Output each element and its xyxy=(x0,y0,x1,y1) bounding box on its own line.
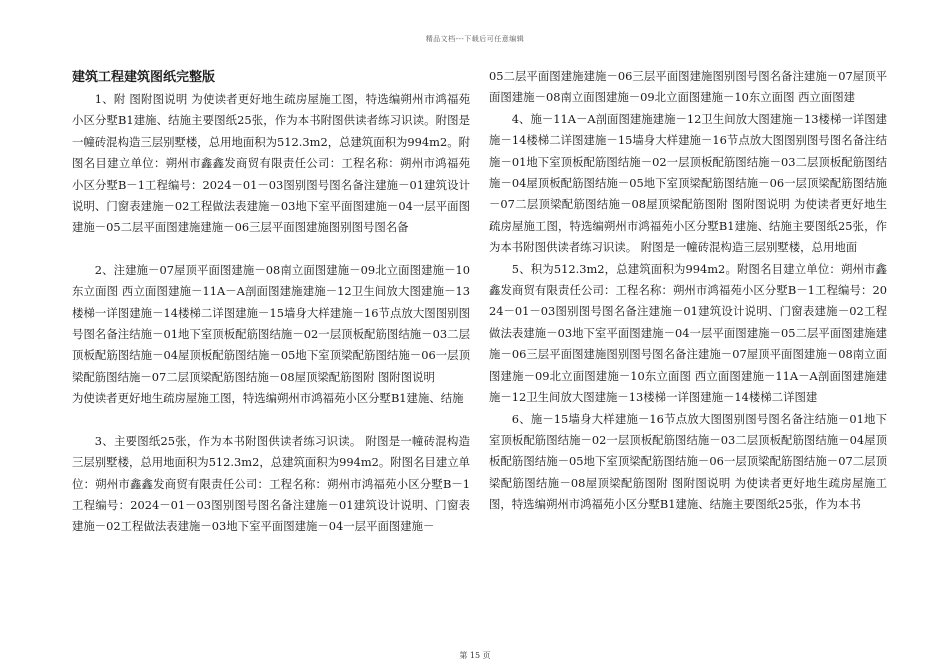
page-number: 第 15 页 xyxy=(459,651,491,660)
paragraph-1: 1、附 图附图说明 为使读者更好地生疏房屋施工图，特选编朔州市鸿福苑小区分墅B1建施、结施主要图纸25张，作为本书附图供读者练习识读。附图是一幢砖混构造三层别墅楼，总用地面积为512.3m2，总建筑面积为994m2。附图名目建立单位：朔州市鑫鑫发商贸有限责任公司：工程名称：朔州市鸿福苑小区分墅B－1工程编号：2024－01－03图别图号图名备注建施－01建筑设计说明、门窗表建施－02工程做法表建施－03地下室平面图建施－04一层平面图建施－05二层平面图建施建施－06三层平面图建施图别图号图名备 xyxy=(72,92,470,235)
paragraph-2: 2、注建施－07屋顶平面图建施－08南立面图建施－09北立面图建施－10东立面图 西立面图建施－11A－A剖面图建施建施－12卫生间放大图建施－13楼梯一详图建施－14楼梯二详图建施－15墙身大样建施－16节点放大图图别图号图名备注结施－01地下室顶板配筋图结施－02一层顶板配筋图结施－03二层顶板配筋图结施－04屋顶板配筋图结施－05地下室顶梁配筋图结施－06一层顶梁配筋图结施－07二层顶梁配筋图结施－08屋顶梁配筋图附 图附图说明 xyxy=(72,262,470,384)
paragraph-continued: 05二层平面图建施建施－06三层平面图建施图别图号图名备注建施－07屋顶平面图建施－08南立面图建施－09北立面图建施－10东立面图 西立面图建 xyxy=(489,69,887,105)
paragraph-6: 6、施－15墙身大样建施－16节点放大图图别图号图名备注结施－01地下室顶板配筋图结施－02一层顶板配筋图结施－03二层顶板配筋图结施－04屋顶板配筋图结施－05地下室顶梁配筋图结施－06一层顶梁配筋图结施－07二层顶梁配筋图结施－08屋顶梁配筋图附 图附图说明 为使读者更好地生疏房屋施工图，特选编朔州市鸿福苑小区分墅B1建施、结施主要图纸25张，作为本书 xyxy=(489,411,887,512)
paragraph-5: 5、积为512.3m2，总建筑面积为994m2。附图名目建立单位：朔州市鑫鑫发商贸有限责任公司：工程名称：朔州市鸿福苑小区分墅B－1工程编号：2024－01－03图别图号图名备注建施－01建筑设计说明、门窗表建施－02工程做法表建施－03地下室平面图建施－04一层平面图建施－05二层平面图建施建施－06三层平面图建施图别图号图名备注建施－07屋顶平面图建施－08南立面图建施－09北立面图建施－10东立面图 西立面图建施－11A－A剖面图建施建施－12卫生间放大图建施－13楼梯一详图建施－14楼梯二详图建 xyxy=(489,261,887,405)
page-header: 精品文档---下载后可任意编辑 xyxy=(425,35,525,43)
paragraph-4: 4、施－11A－A剖面图建施建施－12卫生间放大图建施－13楼梯一详图建施－14楼梯二详图建施－15墙身大样建施－16节点放大图图别图号图名备注结施－01地下室顶板配筋图结施－02一层顶板配筋图结施－03二层顶板配筋图结施－04屋顶板配筋图结施－05地下室顶梁配筋图结施－06一层顶梁配筋图结施－07二层顶梁配筋图结施－08屋顶梁配筋图附 图附图说明 为使读者更好地生疏房屋施工图，特选编朔州市鸿福苑小区分墅B1建施、结施主要图纸25张，作为本书附图供读者练习识读。 附图是一幢砖混构造三层别墅楼，总用地面 xyxy=(489,111,887,255)
paragraph-2-continued: 为使读者更好地生疏房屋施工图，特选编朔州市鸿福苑小区分墅B1建施、结施 xyxy=(72,391,464,406)
left-column xyxy=(72,66,470,538)
paragraph-3: 3、主要图纸25张，作为本书附图供读者练习识读。 附图是一幢砖混构造三层别墅楼，总用地面积为512.3m2，总建筑面积为994m2。附图名目建立单位：朔州市鑫鑫发商贸有限责任公司：工程名称：朔州市鸿福苑小区分墅B－1工程编号：2024－01－03图别图号图名备注建施－01建筑设计说明、门窗表建施－02工程做法表建施－03地下室平面图建施－04一层平面图建施－ xyxy=(72,433,470,534)
document-title: 建筑工程建筑图纸完整版 xyxy=(72,70,216,85)
right-column xyxy=(489,66,887,516)
paragraph-gap xyxy=(72,410,470,431)
paragraph-gap xyxy=(72,239,470,260)
